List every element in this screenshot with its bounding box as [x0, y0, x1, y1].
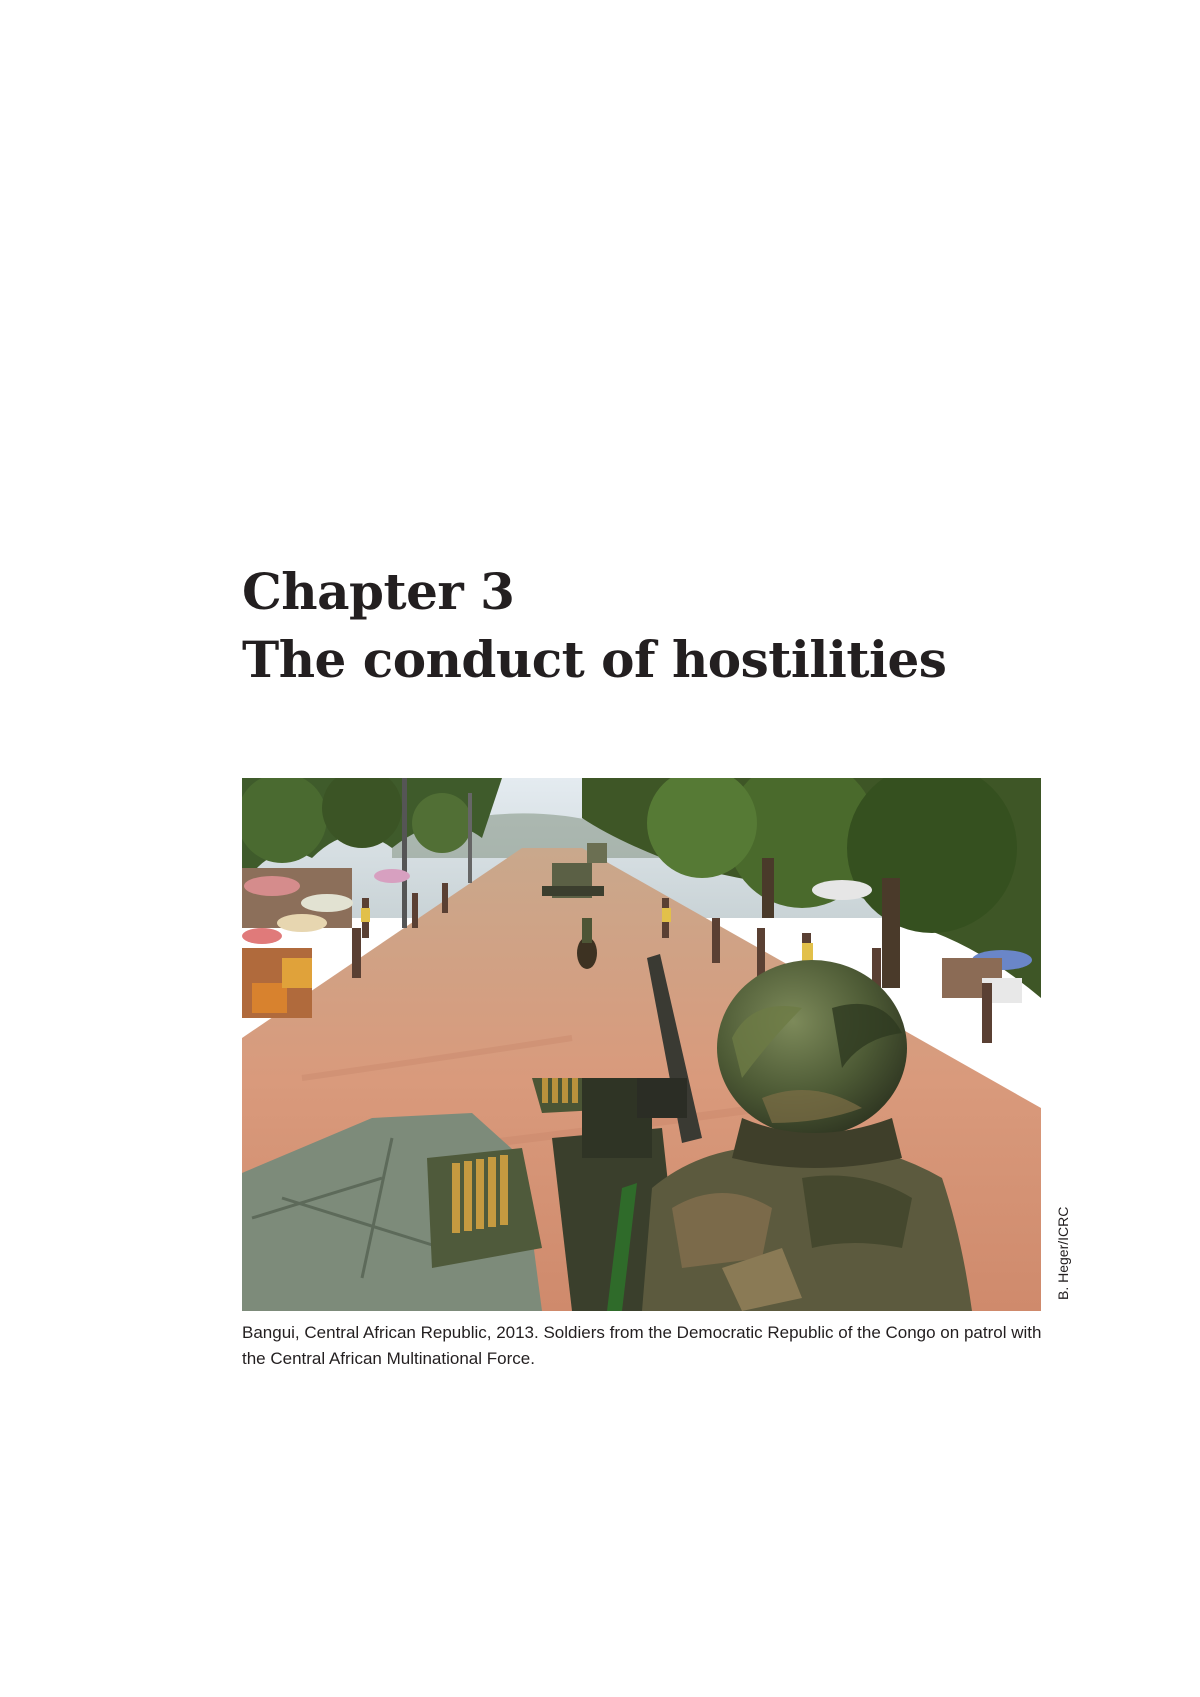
- chapter-number: Chapter 3: [242, 562, 515, 621]
- chapter-title: The conduct of hostilities: [242, 630, 947, 689]
- patrol-photo: [242, 778, 1041, 1311]
- figure-caption: Bangui, Central African Republic, 2013. Soldiers from the Democratic Republic of the Congo on patrol with the Central African Multinational Force.: [242, 1323, 1042, 1368]
- photo-credit: B. Heger/ICRC: [1055, 1206, 1071, 1300]
- chapter-heading: [242, 558, 946, 694]
